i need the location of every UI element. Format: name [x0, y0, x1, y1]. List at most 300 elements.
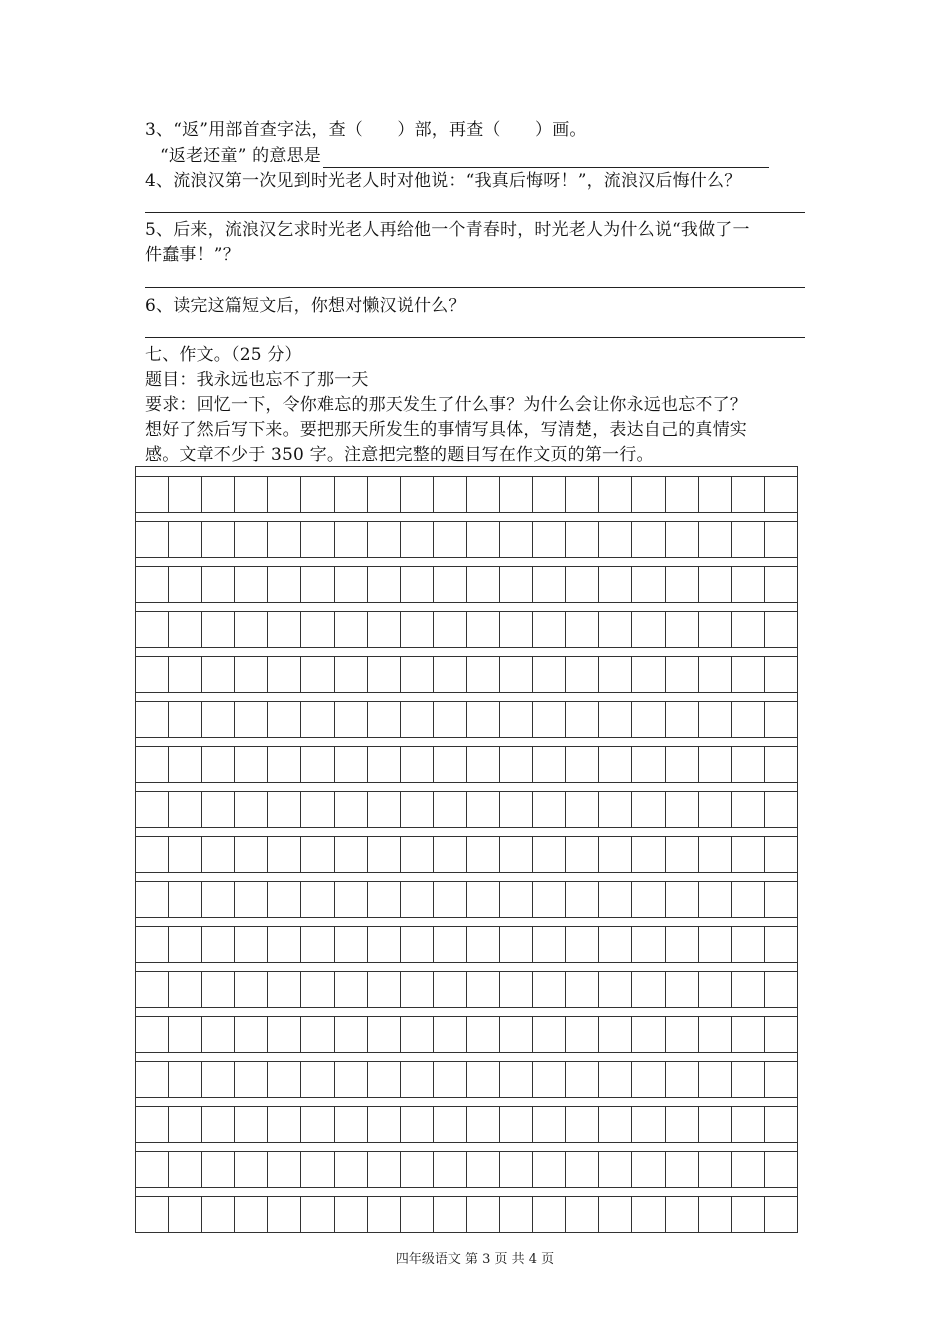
grid-cell[interactable]: [666, 882, 699, 917]
grid-cell[interactable]: [467, 747, 500, 782]
grid-cell[interactable]: [335, 1152, 368, 1187]
grid-cell[interactable]: [335, 1107, 368, 1142]
grid-cell[interactable]: [666, 747, 699, 782]
grid-cell[interactable]: [500, 837, 533, 872]
grid-cell[interactable]: [335, 792, 368, 827]
grid-cell[interactable]: [368, 657, 401, 692]
grid-cell[interactable]: [202, 927, 235, 962]
grid-cell[interactable]: [732, 837, 765, 872]
grid-cell[interactable]: [169, 702, 202, 737]
grid-cell[interactable]: [467, 477, 500, 512]
grid-cell[interactable]: [401, 657, 434, 692]
grid-cell[interactable]: [467, 882, 500, 917]
grid-cell[interactable]: [268, 522, 301, 557]
grid-cell[interactable]: [533, 612, 566, 647]
grid-cell[interactable]: [699, 1152, 732, 1187]
grid-cell[interactable]: [368, 702, 401, 737]
grid-cell[interactable]: [434, 657, 467, 692]
grid-cell[interactable]: [202, 1107, 235, 1142]
grid-cell[interactable]: [368, 747, 401, 782]
grid-cell[interactable]: [533, 792, 566, 827]
grid-cell[interactable]: [268, 1197, 301, 1232]
grid-cell[interactable]: [268, 1062, 301, 1097]
grid-cell[interactable]: [500, 1152, 533, 1187]
grid-cell[interactable]: [732, 792, 765, 827]
grid-cell[interactable]: [599, 702, 632, 737]
grid-cell[interactable]: [434, 927, 467, 962]
grid-cell[interactable]: [500, 927, 533, 962]
grid-cell[interactable]: [599, 882, 632, 917]
grid-cell[interactable]: [699, 792, 732, 827]
grid-cell[interactable]: [599, 792, 632, 827]
grid-cell[interactable]: [202, 567, 235, 602]
grid-cell[interactable]: [434, 612, 467, 647]
grid-cell[interactable]: [169, 1062, 202, 1097]
grid-cell[interactable]: [169, 1107, 202, 1142]
grid-cell[interactable]: [401, 1017, 434, 1052]
grid-cell[interactable]: [500, 1017, 533, 1052]
grid-cell[interactable]: [136, 612, 169, 647]
grid-cell[interactable]: [169, 612, 202, 647]
grid-cell[interactable]: [434, 837, 467, 872]
grid-cell[interactable]: [599, 477, 632, 512]
grid-cell[interactable]: [566, 972, 599, 1007]
grid-cell[interactable]: [235, 477, 268, 512]
grid-cell[interactable]: [169, 837, 202, 872]
grid-cell[interactable]: [136, 882, 169, 917]
grid-cell[interactable]: [202, 1152, 235, 1187]
grid-cell[interactable]: [235, 1062, 268, 1097]
grid-cell[interactable]: [268, 657, 301, 692]
grid-cell[interactable]: [401, 522, 434, 557]
grid-cell[interactable]: [632, 927, 665, 962]
grid-cell[interactable]: [599, 1152, 632, 1187]
grid-cell[interactable]: [467, 1107, 500, 1142]
grid-cell[interactable]: [368, 1197, 401, 1232]
grid-cell[interactable]: [169, 882, 202, 917]
grid-cell[interactable]: [500, 657, 533, 692]
grid-cell[interactable]: [401, 567, 434, 602]
grid-cell[interactable]: [732, 927, 765, 962]
grid-cell[interactable]: [301, 837, 334, 872]
grid-cell[interactable]: [235, 522, 268, 557]
grid-cell[interactable]: [732, 1197, 765, 1232]
grid-cell[interactable]: [632, 1197, 665, 1232]
grid-cell[interactable]: [699, 927, 732, 962]
grid-cell[interactable]: [301, 1017, 334, 1052]
grid-cell[interactable]: [467, 657, 500, 692]
grid-cell[interactable]: [301, 612, 334, 647]
grid-cell[interactable]: [268, 1107, 301, 1142]
grid-cell[interactable]: [632, 657, 665, 692]
grid-cell[interactable]: [368, 1017, 401, 1052]
grid-cell[interactable]: [202, 1062, 235, 1097]
grid-cell[interactable]: [765, 612, 797, 647]
grid-cell[interactable]: [599, 1017, 632, 1052]
grid-cell[interactable]: [765, 1152, 797, 1187]
grid-cell[interactable]: [136, 1017, 169, 1052]
grid-cell[interactable]: [401, 1197, 434, 1232]
grid-cell[interactable]: [335, 927, 368, 962]
grid-cell[interactable]: [765, 927, 797, 962]
grid-cell[interactable]: [500, 1197, 533, 1232]
grid-cell[interactable]: [765, 477, 797, 512]
grid-cell[interactable]: [368, 1062, 401, 1097]
grid-cell[interactable]: [235, 1197, 268, 1232]
grid-cell[interactable]: [732, 747, 765, 782]
grid-cell[interactable]: [434, 477, 467, 512]
grid-cell[interactable]: [268, 1152, 301, 1187]
grid-cell[interactable]: [467, 702, 500, 737]
grid-cell[interactable]: [434, 567, 467, 602]
grid-cell[interactable]: [335, 1017, 368, 1052]
grid-cell[interactable]: [335, 1197, 368, 1232]
grid-cell[interactable]: [632, 972, 665, 1007]
grid-cell[interactable]: [765, 702, 797, 737]
grid-cell[interactable]: [268, 702, 301, 737]
grid-cell[interactable]: [434, 1197, 467, 1232]
grid-cell[interactable]: [632, 1062, 665, 1097]
grid-cell[interactable]: [401, 477, 434, 512]
grid-cell[interactable]: [301, 1062, 334, 1097]
grid-cell[interactable]: [666, 927, 699, 962]
grid-cell[interactable]: [599, 1197, 632, 1232]
grid-cell[interactable]: [301, 927, 334, 962]
grid-cell[interactable]: [666, 522, 699, 557]
grid-cell[interactable]: [335, 567, 368, 602]
grid-cell[interactable]: [401, 837, 434, 872]
grid-cell[interactable]: [368, 927, 401, 962]
grid-cell[interactable]: [169, 657, 202, 692]
grid-cell[interactable]: [632, 612, 665, 647]
grid-cell[interactable]: [136, 1062, 169, 1097]
grid-cell[interactable]: [301, 522, 334, 557]
grid-cell[interactable]: [301, 1197, 334, 1232]
grid-cell[interactable]: [599, 657, 632, 692]
grid-cell[interactable]: [533, 972, 566, 1007]
grid-cell[interactable]: [533, 927, 566, 962]
grid-cell[interactable]: [235, 927, 268, 962]
grid-cell[interactable]: [268, 882, 301, 917]
grid-cell[interactable]: [599, 1062, 632, 1097]
grid-cell[interactable]: [699, 702, 732, 737]
grid-cell[interactable]: [765, 1197, 797, 1232]
grid-cell[interactable]: [467, 837, 500, 872]
grid-cell[interactable]: [169, 747, 202, 782]
grid-cell[interactable]: [732, 1062, 765, 1097]
grid-cell[interactable]: [169, 1017, 202, 1052]
grid-cell[interactable]: [500, 477, 533, 512]
grid-cell[interactable]: [434, 1107, 467, 1142]
grid-cell[interactable]: [533, 1197, 566, 1232]
grid-cell[interactable]: [566, 747, 599, 782]
grid-cell[interactable]: [335, 477, 368, 512]
grid-cell[interactable]: [765, 1062, 797, 1097]
grid-cell[interactable]: [632, 837, 665, 872]
grid-cell[interactable]: [500, 1107, 533, 1142]
grid-cell[interactable]: [632, 477, 665, 512]
grid-cell[interactable]: [136, 477, 169, 512]
grid-cell[interactable]: [434, 702, 467, 737]
grid-cell[interactable]: [500, 747, 533, 782]
grid-cell[interactable]: [765, 1107, 797, 1142]
grid-cell[interactable]: [368, 522, 401, 557]
grid-cell[interactable]: [500, 702, 533, 737]
grid-cell[interactable]: [533, 882, 566, 917]
grid-cell[interactable]: [268, 477, 301, 512]
grid-cell[interactable]: [699, 1197, 732, 1232]
grid-cell[interactable]: [136, 927, 169, 962]
grid-cell[interactable]: [732, 612, 765, 647]
grid-cell[interactable]: [235, 837, 268, 872]
grid-cell[interactable]: [533, 1062, 566, 1097]
grid-cell[interactable]: [434, 1152, 467, 1187]
grid-cell[interactable]: [599, 612, 632, 647]
grid-cell[interactable]: [136, 1152, 169, 1187]
grid-cell[interactable]: [566, 612, 599, 647]
grid-cell[interactable]: [632, 1107, 665, 1142]
grid-cell[interactable]: [268, 972, 301, 1007]
grid-cell[interactable]: [699, 1062, 732, 1097]
grid-cell[interactable]: [666, 837, 699, 872]
grid-cell[interactable]: [566, 702, 599, 737]
grid-cell[interactable]: [500, 792, 533, 827]
grid-cell[interactable]: [368, 972, 401, 1007]
grid-cell[interactable]: [732, 567, 765, 602]
grid-cell[interactable]: [368, 477, 401, 512]
grid-cell[interactable]: [732, 477, 765, 512]
grid-cell[interactable]: [699, 522, 732, 557]
grid-cell[interactable]: [202, 522, 235, 557]
grid-cell[interactable]: [268, 792, 301, 827]
grid-cell[interactable]: [500, 567, 533, 602]
grid-cell[interactable]: [202, 972, 235, 1007]
grid-cell[interactable]: [401, 792, 434, 827]
grid-cell[interactable]: [301, 747, 334, 782]
grid-cell[interactable]: [268, 747, 301, 782]
grid-cell[interactable]: [335, 702, 368, 737]
grid-cell[interactable]: [368, 1152, 401, 1187]
grid-cell[interactable]: [401, 882, 434, 917]
grid-cell[interactable]: [765, 747, 797, 782]
grid-cell[interactable]: [202, 657, 235, 692]
grid-cell[interactable]: [732, 1107, 765, 1142]
grid-cell[interactable]: [765, 567, 797, 602]
grid-cell[interactable]: [632, 522, 665, 557]
grid-cell[interactable]: [235, 1017, 268, 1052]
grid-cell[interactable]: [765, 1017, 797, 1052]
grid-cell[interactable]: [666, 657, 699, 692]
grid-cell[interactable]: [765, 882, 797, 917]
grid-cell[interactable]: [666, 1062, 699, 1097]
grid-cell[interactable]: [533, 1017, 566, 1052]
grid-cell[interactable]: [632, 1152, 665, 1187]
grid-cell[interactable]: [268, 837, 301, 872]
grid-cell[interactable]: [533, 657, 566, 692]
grid-cell[interactable]: [666, 702, 699, 737]
grid-cell[interactable]: [434, 972, 467, 1007]
grid-cell[interactable]: [467, 567, 500, 602]
grid-cell[interactable]: [301, 882, 334, 917]
grid-cell[interactable]: [533, 747, 566, 782]
grid-cell[interactable]: [235, 1152, 268, 1187]
grid-cell[interactable]: [434, 1017, 467, 1052]
grid-cell[interactable]: [368, 792, 401, 827]
grid-cell[interactable]: [632, 567, 665, 602]
grid-cell[interactable]: [335, 612, 368, 647]
grid-cell[interactable]: [732, 657, 765, 692]
grid-cell[interactable]: [136, 747, 169, 782]
grid-cell[interactable]: [566, 1062, 599, 1097]
grid-cell[interactable]: [699, 612, 732, 647]
grid-cell[interactable]: [335, 657, 368, 692]
grid-cell[interactable]: [335, 882, 368, 917]
grid-cell[interactable]: [169, 972, 202, 1007]
grid-cell[interactable]: [632, 1017, 665, 1052]
grid-cell[interactable]: [235, 882, 268, 917]
grid-cell[interactable]: [235, 792, 268, 827]
grid-cell[interactable]: [467, 792, 500, 827]
grid-cell[interactable]: [401, 972, 434, 1007]
grid-cell[interactable]: [500, 882, 533, 917]
grid-cell[interactable]: [335, 972, 368, 1007]
grid-cell[interactable]: [202, 882, 235, 917]
grid-cell[interactable]: [533, 702, 566, 737]
grid-cell[interactable]: [401, 1107, 434, 1142]
grid-cell[interactable]: [434, 1062, 467, 1097]
grid-cell[interactable]: [434, 522, 467, 557]
grid-cell[interactable]: [368, 1107, 401, 1142]
grid-cell[interactable]: [533, 837, 566, 872]
grid-cell[interactable]: [301, 792, 334, 827]
grid-cell[interactable]: [566, 1017, 599, 1052]
grid-cell[interactable]: [235, 702, 268, 737]
grid-cell[interactable]: [467, 927, 500, 962]
grid-cell[interactable]: [666, 1107, 699, 1142]
grid-cell[interactable]: [301, 477, 334, 512]
grid-cell[interactable]: [235, 747, 268, 782]
grid-cell[interactable]: [533, 522, 566, 557]
grid-cell[interactable]: [699, 882, 732, 917]
grid-cell[interactable]: [566, 1107, 599, 1142]
grid-cell[interactable]: [500, 522, 533, 557]
grid-cell[interactable]: [666, 1017, 699, 1052]
grid-cell[interactable]: [599, 522, 632, 557]
grid-cell[interactable]: [136, 972, 169, 1007]
grid-cell[interactable]: [202, 792, 235, 827]
grid-cell[interactable]: [136, 1107, 169, 1142]
grid-cell[interactable]: [732, 972, 765, 1007]
grid-cell[interactable]: [765, 657, 797, 692]
grid-cell[interactable]: [136, 837, 169, 872]
grid-cell[interactable]: [666, 567, 699, 602]
grid-cell[interactable]: [136, 522, 169, 557]
grid-cell[interactable]: [632, 702, 665, 737]
grid-cell[interactable]: [566, 882, 599, 917]
grid-cell[interactable]: [732, 702, 765, 737]
grid-cell[interactable]: [599, 837, 632, 872]
grid-cell[interactable]: [301, 972, 334, 1007]
grid-cell[interactable]: [666, 972, 699, 1007]
grid-cell[interactable]: [732, 522, 765, 557]
grid-cell[interactable]: [169, 792, 202, 827]
grid-cell[interactable]: [467, 1152, 500, 1187]
grid-cell[interactable]: [732, 1017, 765, 1052]
grid-cell[interactable]: [533, 1152, 566, 1187]
grid-cell[interactable]: [566, 1197, 599, 1232]
grid-cell[interactable]: [467, 1197, 500, 1232]
grid-cell[interactable]: [467, 612, 500, 647]
grid-cell[interactable]: [599, 927, 632, 962]
grid-cell[interactable]: [202, 747, 235, 782]
grid-cell[interactable]: [202, 612, 235, 647]
grid-cell[interactable]: [599, 1107, 632, 1142]
grid-cell[interactable]: [368, 837, 401, 872]
grid-cell[interactable]: [566, 657, 599, 692]
grid-cell[interactable]: [235, 657, 268, 692]
grid-cell[interactable]: [235, 612, 268, 647]
grid-cell[interactable]: [235, 972, 268, 1007]
grid-cell[interactable]: [765, 792, 797, 827]
grid-cell[interactable]: [401, 747, 434, 782]
answer-line-q5[interactable]: [145, 287, 805, 288]
grid-cell[interactable]: [467, 1017, 500, 1052]
grid-cell[interactable]: [301, 657, 334, 692]
grid-cell[interactable]: [467, 522, 500, 557]
grid-cell[interactable]: [467, 1062, 500, 1097]
grid-cell[interactable]: [699, 1107, 732, 1142]
grid-cell[interactable]: [169, 567, 202, 602]
answer-blank-q3[interactable]: [323, 150, 769, 168]
grid-cell[interactable]: [434, 747, 467, 782]
grid-cell[interactable]: [566, 477, 599, 512]
grid-cell[interactable]: [169, 1152, 202, 1187]
answer-line-q6[interactable]: [145, 337, 805, 338]
grid-cell[interactable]: [599, 567, 632, 602]
grid-cell[interactable]: [434, 792, 467, 827]
grid-cell[interactable]: [235, 567, 268, 602]
grid-cell[interactable]: [136, 657, 169, 692]
grid-cell[interactable]: [533, 1107, 566, 1142]
writing-grid[interactable]: [135, 466, 798, 1233]
grid-cell[interactable]: [599, 747, 632, 782]
grid-cell[interactable]: [136, 1197, 169, 1232]
grid-cell[interactable]: [566, 792, 599, 827]
grid-cell[interactable]: [699, 972, 732, 1007]
grid-cell[interactable]: [202, 702, 235, 737]
grid-cell[interactable]: [368, 882, 401, 917]
grid-cell[interactable]: [268, 927, 301, 962]
grid-cell[interactable]: [401, 612, 434, 647]
grid-cell[interactable]: [632, 882, 665, 917]
grid-cell[interactable]: [599, 972, 632, 1007]
grid-cell[interactable]: [335, 837, 368, 872]
grid-cell[interactable]: [533, 477, 566, 512]
grid-cell[interactable]: [732, 1152, 765, 1187]
grid-cell[interactable]: [335, 747, 368, 782]
grid-cell[interactable]: [368, 567, 401, 602]
grid-cell[interactable]: [301, 1152, 334, 1187]
grid-cell[interactable]: [202, 1017, 235, 1052]
grid-cell[interactable]: [301, 1107, 334, 1142]
grid-cell[interactable]: [268, 567, 301, 602]
grid-cell[interactable]: [566, 927, 599, 962]
grid-cell[interactable]: [401, 1152, 434, 1187]
grid-cell[interactable]: [169, 927, 202, 962]
grid-cell[interactable]: [169, 477, 202, 512]
grid-cell[interactable]: [566, 837, 599, 872]
grid-cell[interactable]: [335, 1062, 368, 1097]
